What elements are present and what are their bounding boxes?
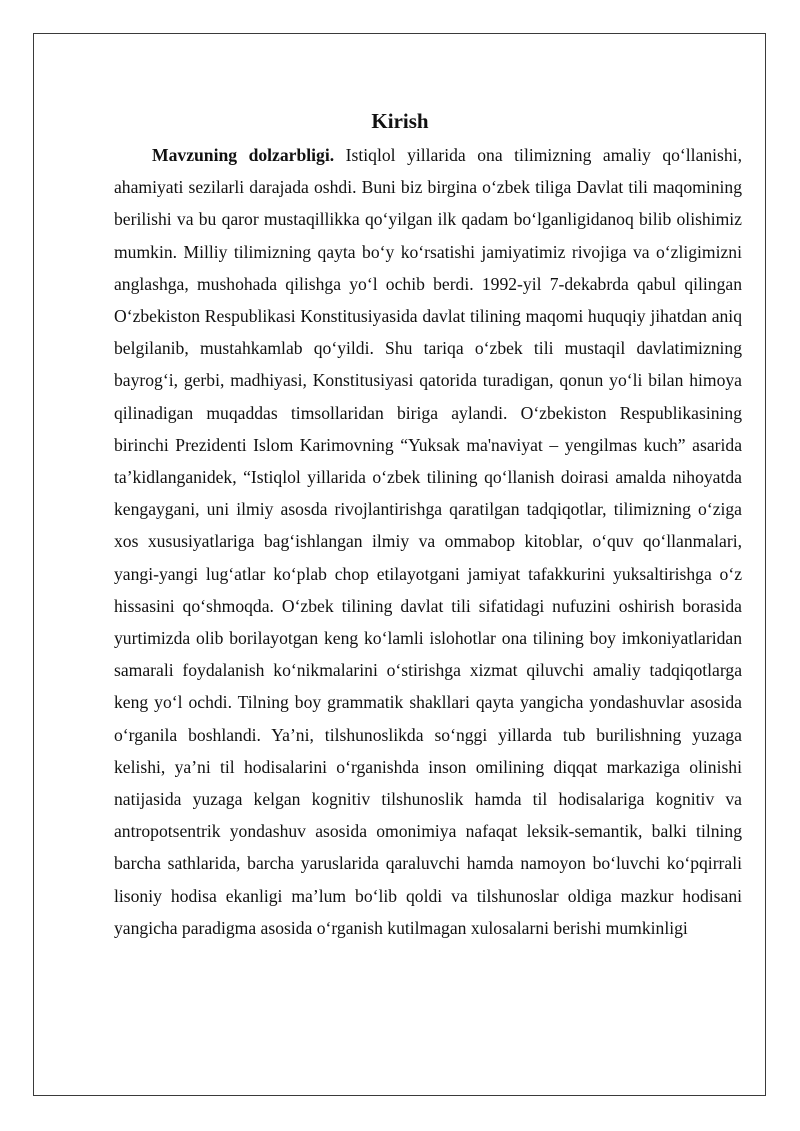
paragraph-text: Istiqlol yillarida ona tilimizning amaliy qo‘llanishi, ahamiyati sezilarli darajada oshdi. Buni biz birgina o‘zbek tiliga Davlat tili maqomining berilishi va bu qaror mustaqillikka qo‘yilgan ilk qadam bo‘lganligidanoq bilib olishimiz mumkin. Milliy tilimizning qayta bo‘y ko‘rsatishi jamiyatimiz rivojiga va o‘zligimizni anglashga, mushohada qilishga yo‘l ochib berdi. 1992-yil 7-dekabrda qabul qilingan O‘zbekiston Respublikasi Konstitusiyasida davlat tilining maqomi huquqiy jihatdan aniq belgilanib, mustahkamlab qo‘yildi. Shu tariqa o‘zbek tili mustaqil davlatimizning bayrog‘i, gerbi, madhiyasi, Konstitusiyasi qatorida turadigan, qonun yo‘li bilan himoya qilinadigan muqaddas timsollaridan biriga aylandi. O‘zbekiston Respublikasining birinchi Prezidenti Islom Karimovning “Yuksak ma'naviyat – yengilmas kuch” asarida ta’kidlanganidek, “Istiqlol yillarida o‘zbek tilining qo‘llanish doirasi amalda nihoyatda kengaygani, uni ilmiy asosda rivojlantirishga qaratilgan tadqiqotlar, tilimizning o‘ziga xos xususiyatlariga bag‘ishlangan ilmiy va ommabop kitoblar, o‘quv qo‘llanmalari, yangi-yangi lug‘atlar ko‘plab chop etilayotgani jamiyat tafakkurini yuksaltirishga o‘z hissasini qo‘shmoqda. O‘zbek tilining davlat tili sifatidagi nufuzini oshirish borasida yurtimizda olib borilayotgan keng ko‘lamli islohotlar ona tilining boy imkoniyatlaridan samarali foydalanish ko‘nikmalarini o‘stirishga xizmat qiluvchi amaliy tadqiqotlarga keng yo‘l ochdi. Tilning boy grammatik shakllari qayta yangicha yondashuvlar asosida o‘rganila boshlandi. Ya’ni, tilshunoslikda so‘nggi yillarda tub burilishning yuzaga kelishi, ya’ni til hodisalarini o‘rganishda inson omilining diqqat markaziga olinishi natijasida yuzaga kelgan kognitiv tilshunoslik hamda til hodisalariga kognitiv va antropotsentrik yondashuv asosida omonimiya nafaqat leksik-semantik, balki tilning barcha sathlarida, barcha yaruslarida qaraluvchi hamda namoyon bo‘luvchi ko‘pqirrali lisoniy hodisa ekanligi ma’lum bo‘lib qoldi va tilshunoslar oldiga mazkur hodisani yangicha paradigma asosida o‘rganish kutilmagan xulosalarni berishi mumkinligi [114, 145, 742, 938]
body-paragraph [114, 139, 742, 944]
document-title: Kirish [371, 109, 429, 133]
paragraph-lead: Mavzuning dolzarbligi. [152, 145, 335, 165]
